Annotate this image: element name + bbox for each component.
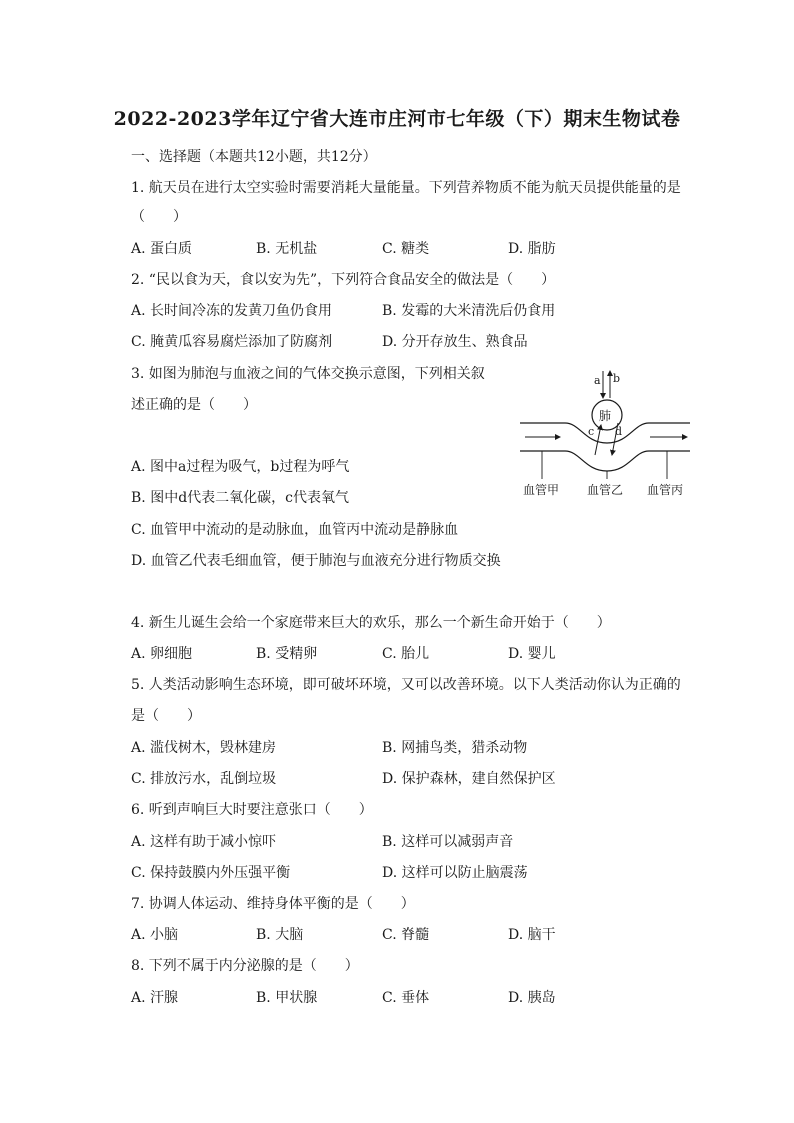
arrow-c-label: c [588, 425, 595, 438]
option-a: A. 蛋白质 [131, 241, 193, 257]
option-b: B. 这样可以减弱声音 [382, 834, 514, 850]
arrow-b-label: b [613, 372, 621, 385]
question-stem: 2. “民以食为天，食以安为先”，下列符合食品安全的做法是（ ） [131, 272, 556, 288]
option-c: C. 排放污水，乱倒垃圾 [131, 771, 277, 787]
option-a: A. 这样有助于减小惊吓 [131, 834, 277, 850]
question-stem: 8. 下列不属于内分泌腺的是（ ） [131, 958, 359, 974]
option-d: D. 脑干 [508, 927, 556, 943]
question-stem: （ ） [131, 209, 187, 225]
question-stem: 4. 新生儿诞生会给一个家庭带来巨大的欢乐，那么一个新生命开始于（ ） [131, 615, 611, 631]
option-d: D. 这样可以防止脑震荡 [382, 865, 528, 881]
vessel-yi-label: 血管乙 [587, 483, 624, 497]
question-stem: 3. 如图为肺泡与血液之间的气体交换示意图，下列相关叙 [131, 366, 485, 382]
option-a: A. 卵细胞 [131, 646, 193, 662]
gas-exchange-diagram [515, 365, 700, 505]
option-b: B. 受精卵 [256, 646, 318, 662]
option-d: D. 脂肪 [508, 241, 556, 257]
question-stem: 述正确的是（ ） [131, 397, 257, 413]
option-d: D. 婴儿 [508, 646, 556, 662]
question-stem: 7. 协调人体运动、维持身体平衡的是（ ） [131, 896, 415, 912]
option-b: B. 图中d代表二氧化碳，c代表氧气 [131, 490, 349, 506]
question-stem: 1. 航天员在进行太空实验时需要消耗大量能量。下列营养物质不能为航天员提供能量的是 [131, 180, 681, 196]
option-d: D. 胰岛 [508, 990, 556, 1006]
arrow-d-label: d [615, 425, 623, 438]
question-stem: 是（ ） [131, 708, 201, 724]
option-b: B. 大脑 [256, 927, 304, 943]
page-title: 2022-2023学年辽宁省大连市庄河市七年级（下）期末生物试卷 [113, 108, 681, 130]
option-c: C. 糖类 [382, 241, 430, 257]
vessel-bing-label: 血管丙 [647, 483, 684, 497]
option-a: A. 小脑 [131, 927, 179, 943]
option-b: B. 甲状腺 [256, 990, 318, 1006]
option-c: C. 胎儿 [382, 646, 430, 662]
option-d: D. 保护森林，建自然保护区 [382, 771, 556, 787]
option-c: C. 垂体 [382, 990, 430, 1006]
lung-label: 肺 [599, 409, 612, 423]
question-stem: 6. 听到声响巨大时要注意张口（ ） [131, 802, 373, 818]
option-a: A. 长时间冷冻的发黄刀鱼仍食用 [131, 303, 333, 319]
option-c: C. 保持鼓膜内外压强平衡 [131, 865, 291, 881]
option-c: C. 脊髓 [382, 927, 430, 943]
option-a: A. 汗腺 [131, 990, 179, 1006]
option-a: A. 图中a过程为吸气，b过程为呼气 [131, 459, 350, 475]
option-a: A. 滥伐树木，毁林建房 [131, 740, 277, 756]
option-d: D. 血管乙代表毛细血管，便于肺泡与血液充分进行物质交换 [131, 553, 501, 569]
section-heading: 一、选择题（本题共12小题，共12分） [131, 149, 377, 165]
question-stem: 5. 人类活动影响生态环境，即可破坏环境，又可以改善环境。以下人类活动你认为正确的 [131, 677, 681, 693]
vessel-jia-label: 血管甲 [523, 483, 560, 497]
arrow-a-label: a [594, 374, 601, 387]
option-b: B. 网捕鸟类，猎杀动物 [382, 740, 528, 756]
option-b: B. 无机盐 [256, 241, 318, 257]
option-c: C. 腌黄瓜容易腐烂添加了防腐剂 [131, 334, 333, 350]
option-d: D. 分开存放生、熟食品 [382, 334, 528, 350]
option-b: B. 发霉的大米清洗后仍食用 [382, 303, 556, 319]
option-c: C. 血管甲中流动的是动脉血，血管丙中流动是静脉血 [131, 522, 459, 538]
